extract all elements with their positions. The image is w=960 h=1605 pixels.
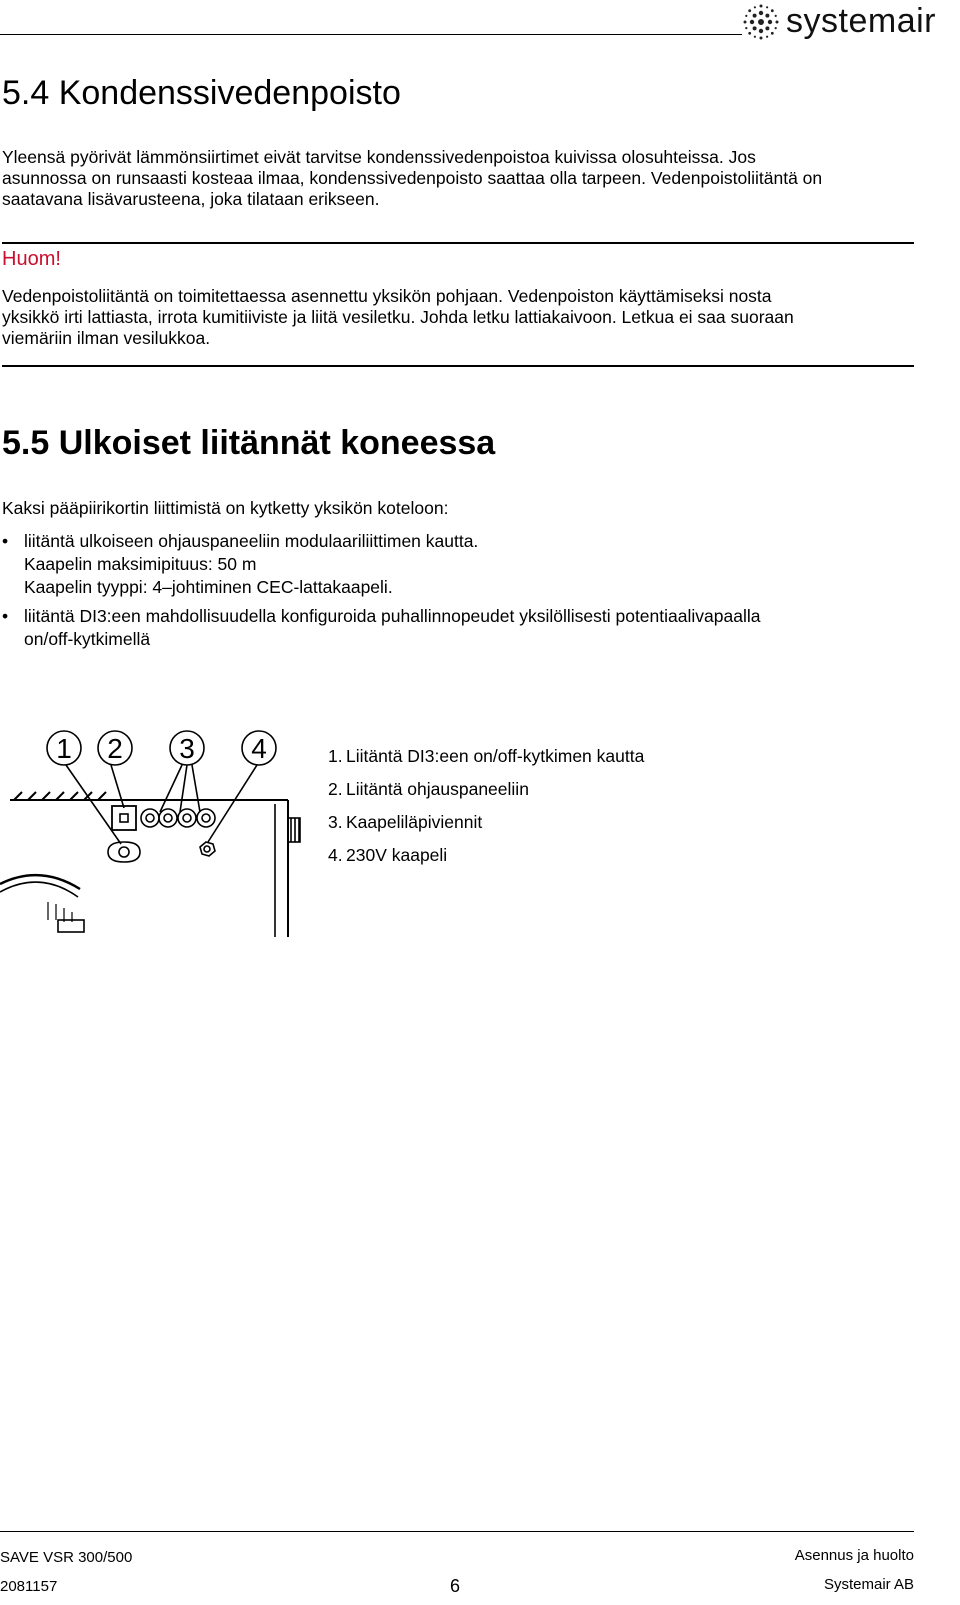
legend-number: 4. xyxy=(328,845,343,865)
bullet-line: liitäntä DI3:een mahdollisuudella konfiguroida puhallinnopeudet yksilöllisesti potentiaalivapaalla xyxy=(24,606,761,626)
legend-text: Liitäntä ohjauspaneeliin xyxy=(346,779,529,799)
note-top-rule xyxy=(2,242,914,244)
note-line: Vedenpoistoliitäntä on toimitettaessa asennettu yksikön pohjaan. Vedenpoiston käyttämiseksi nosta xyxy=(2,286,772,306)
legend-item xyxy=(328,746,644,767)
systemair-logo-icon xyxy=(742,3,780,41)
brand-logo xyxy=(742,2,936,41)
legend-number: 3. xyxy=(328,812,343,832)
note-line: viemäriin ilman vesilukkoa. xyxy=(2,328,211,348)
callout-number: 1 xyxy=(56,733,72,764)
section-title-5-5: 5.5 Ulkoiset liitännät koneessa xyxy=(2,424,496,462)
bullet-dot: • xyxy=(2,606,9,626)
body-line: saatavana lisävarusteena, joka tilataan erikseen. xyxy=(2,189,380,209)
page-number: 6 xyxy=(450,1576,461,1596)
legend-item xyxy=(328,845,447,866)
header-rule xyxy=(0,34,742,35)
connections-diagram xyxy=(0,722,310,942)
footer-rule xyxy=(0,1531,914,1532)
footer-company: Systemair AB xyxy=(823,1576,914,1593)
callout-number: 2 xyxy=(107,733,123,764)
note-bottom-rule xyxy=(2,365,914,367)
body-line: asunnossa on runsaasti kosteaa ilmaa, kondenssivedenpoisto saattaa olla tarpeen. Vedenpoistoliitäntä on xyxy=(2,168,823,188)
legend-number: 2. xyxy=(328,779,343,799)
legend-number: 1. xyxy=(328,746,343,766)
bullet-line: Kaapelin tyyppi: 4–johtiminen CEC-lattakaapeli. xyxy=(24,577,393,597)
footer-doc-number: 2081157 xyxy=(0,1578,58,1595)
bullet-line: on/off-kytkimellä xyxy=(24,629,151,649)
note-body xyxy=(2,286,794,349)
legend-text: Liitäntä DI3:een on/off-kytkimen kautta xyxy=(346,746,645,766)
brand-name: systemair xyxy=(786,2,936,40)
legend-item xyxy=(328,812,482,833)
body-line: Yleensä pyörivät lämmönsiirtimet eivät tarvitse kondenssivedenpoistoa kuivissa olosuhteissa. Jos xyxy=(2,147,756,167)
callout-number: 3 xyxy=(179,733,195,764)
legend-text: 230V kaapeli xyxy=(346,845,448,865)
note-line: yksikkö irti lattiasta, irrota kumitiiviste ja liitä vesiletku. Johda letku lattiakaivoon. Letkua ei saa suoraan xyxy=(2,307,794,327)
callout-number: 4 xyxy=(251,733,267,764)
bullet-dot: • xyxy=(2,531,9,551)
legend-text: Kaapeliläpiviennit xyxy=(346,812,483,832)
section-title-5-4: 5.4 Kondenssivedenpoisto xyxy=(2,74,401,112)
note-heading: Huom! xyxy=(2,248,61,270)
footer-model: SAVE VSR 300/500 xyxy=(0,1549,133,1566)
bullet-line: Kaapelin maksimipituus: 50 m xyxy=(24,554,257,574)
bullet-line: liitäntä ulkoiseen ohjauspaneeliin modulaariliittimen kautta. xyxy=(24,531,479,551)
footer-doc-type: Asennus ja huolto xyxy=(794,1547,914,1564)
legend-item xyxy=(328,779,529,800)
section-5-4-body xyxy=(2,147,822,210)
section-5-5-intro: Kaksi pääpiirikortin liittimistä on kytketty yksikön koteloon: xyxy=(2,498,449,518)
